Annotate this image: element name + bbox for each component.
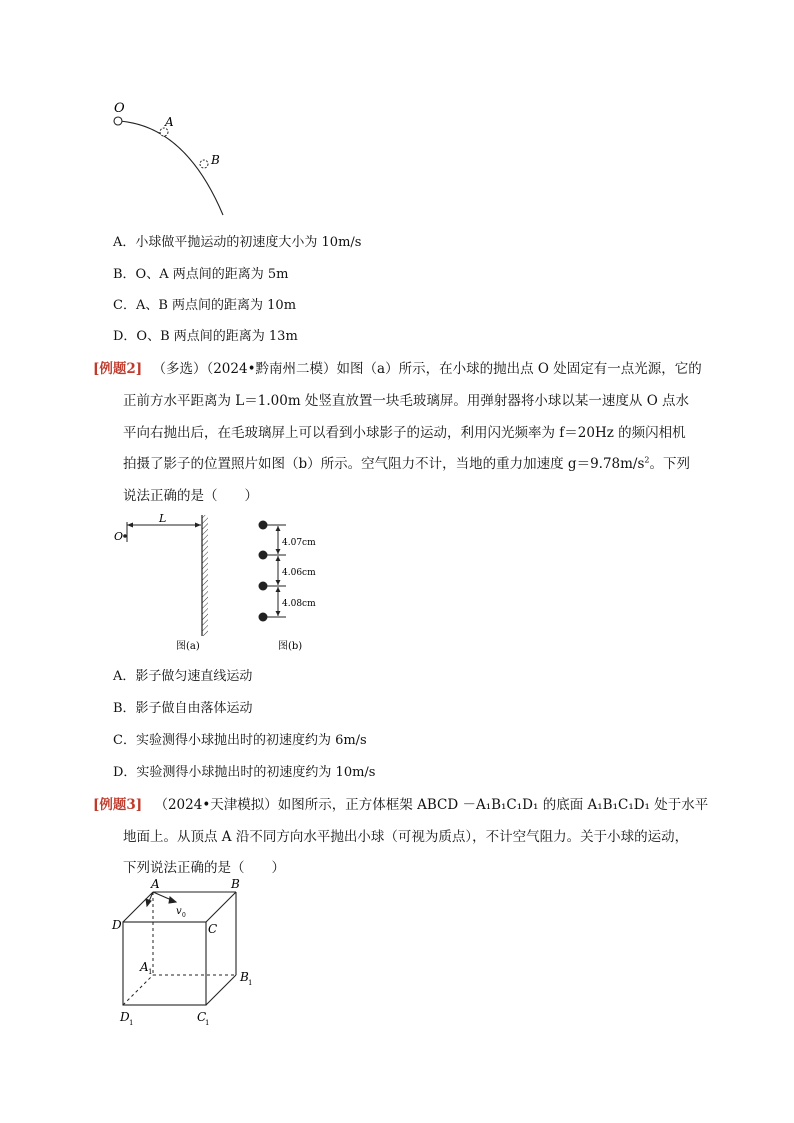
example2-line4 — [123, 452, 690, 472]
velocity-label-sub: 0 — [182, 912, 186, 919]
label-o-a: O — [114, 530, 124, 543]
figure-a — [108, 510, 218, 655]
figure-b — [252, 515, 332, 655]
cube-front-face — [123, 922, 206, 1005]
q2-option-c[interactable]: C．实验测得小球抛出时的初速度约为 6m/s — [113, 733, 367, 748]
distance-label-2: 4.06cm — [282, 568, 316, 578]
shadow-dot-4 — [259, 613, 268, 622]
example2-line5: 说法正确的是（ ） — [123, 488, 258, 504]
label-o: O — [114, 101, 125, 116]
caption-a: 图(a) — [176, 641, 200, 652]
cube-figure — [108, 875, 278, 1035]
point-o-dot — [123, 534, 127, 538]
shadow-dot-2 — [259, 551, 268, 560]
screen-hatching — [202, 515, 208, 636]
q2-option-a[interactable]: A．影子做匀速直线运动 — [113, 669, 253, 684]
arrowhead-left — [127, 523, 133, 528]
point-b-marker — [200, 160, 208, 168]
example2-line4-sup: 2 — [644, 455, 650, 465]
example2-line2: 正前方水平距离为 L＝1.00m 处竖直放置一块毛玻璃屏。用弹射器将小球以某一速度从 O 点水 — [123, 393, 690, 409]
point-a-marker — [160, 128, 168, 136]
example3-line3: 下列说法正确的是（ ） — [123, 860, 285, 876]
vertex-a1: A — [140, 960, 149, 974]
vertex-c: C — [208, 922, 218, 936]
q1-option-a[interactable]: A．小球做平抛运动的初速度大小为 10m/s — [113, 235, 362, 250]
point-o-marker — [114, 117, 122, 125]
example2-first-line — [93, 357, 702, 377]
label-b: B — [211, 153, 220, 167]
example3-tag: [例题3] — [93, 797, 143, 813]
q1-option-c[interactable]: C．A、B 两点间的距离为 10m — [113, 298, 297, 313]
q1-option-b[interactable]: B．O、A 两点间的距离为 5m — [113, 267, 289, 282]
arrowhead-right — [195, 523, 201, 528]
example2-line1: （多选）（2024•黔南州二模）如图（a）所示，在小球的抛出点 O 处固定有一点光源，它的 — [152, 361, 702, 377]
example2-tag: [例题2] — [93, 361, 143, 377]
distance-label-1: 4.07cm — [282, 538, 316, 548]
vertex-d: D — [112, 918, 122, 932]
example2-line4-pre: 拍摄了影子的位置照片如图（b）所示。空气阻力不计，当地的重力加速度 g＝9.78m/s — [123, 456, 645, 472]
label-a: A — [165, 115, 174, 129]
vertex-b: B — [231, 877, 240, 891]
example3-line2: 地面上。从顶点 A 沿不同方向水平抛出小球（可视为质点），不计空气阻力。关于小球的运动， — [123, 829, 689, 845]
q2-option-b[interactable]: B．影子做自由落体运动 — [113, 701, 253, 716]
example2-line4-post: 。下列 — [649, 456, 691, 472]
label-l: L — [159, 512, 167, 525]
shadow-dot-3 — [259, 582, 268, 591]
example2-line3: 平向右抛出后，在毛玻璃屏上可以看到小球影子的运动，利用闪光频率为 f＝20Hz 的频闪相机 — [123, 425, 686, 441]
vertex-a1-sub: 1 — [148, 968, 153, 976]
velocity-label: v — [176, 906, 182, 917]
vertex-c1: C — [197, 1010, 207, 1024]
vertex-d1: D — [120, 1010, 130, 1024]
vertex-c1-sub: 1 — [205, 1019, 210, 1027]
vertex-b1: B — [240, 970, 249, 984]
vertex-d1-sub: 1 — [129, 1019, 134, 1027]
q2-option-d[interactable]: D．实验测得小球抛出时的初速度约为 10m/s — [113, 765, 376, 780]
vertex-b1-sub: 1 — [248, 979, 253, 987]
vertex-a: A — [151, 877, 160, 891]
distance-label-3: 4.08cm — [282, 599, 316, 609]
q1-option-d[interactable]: D．O、B 两点间的距离为 13m — [113, 329, 298, 344]
example3-line1: （2024•天津模拟）如图所示，正方体框架 ABCD －A₁B₁C₁D₁ 的底面 A₁B₁C₁D₁ 处于水平 — [154, 797, 709, 813]
trajectory-figure — [105, 95, 245, 220]
example3-first-line — [93, 793, 708, 813]
shadow-dot-1 — [259, 521, 268, 530]
caption-b: 图(b) — [278, 641, 303, 652]
